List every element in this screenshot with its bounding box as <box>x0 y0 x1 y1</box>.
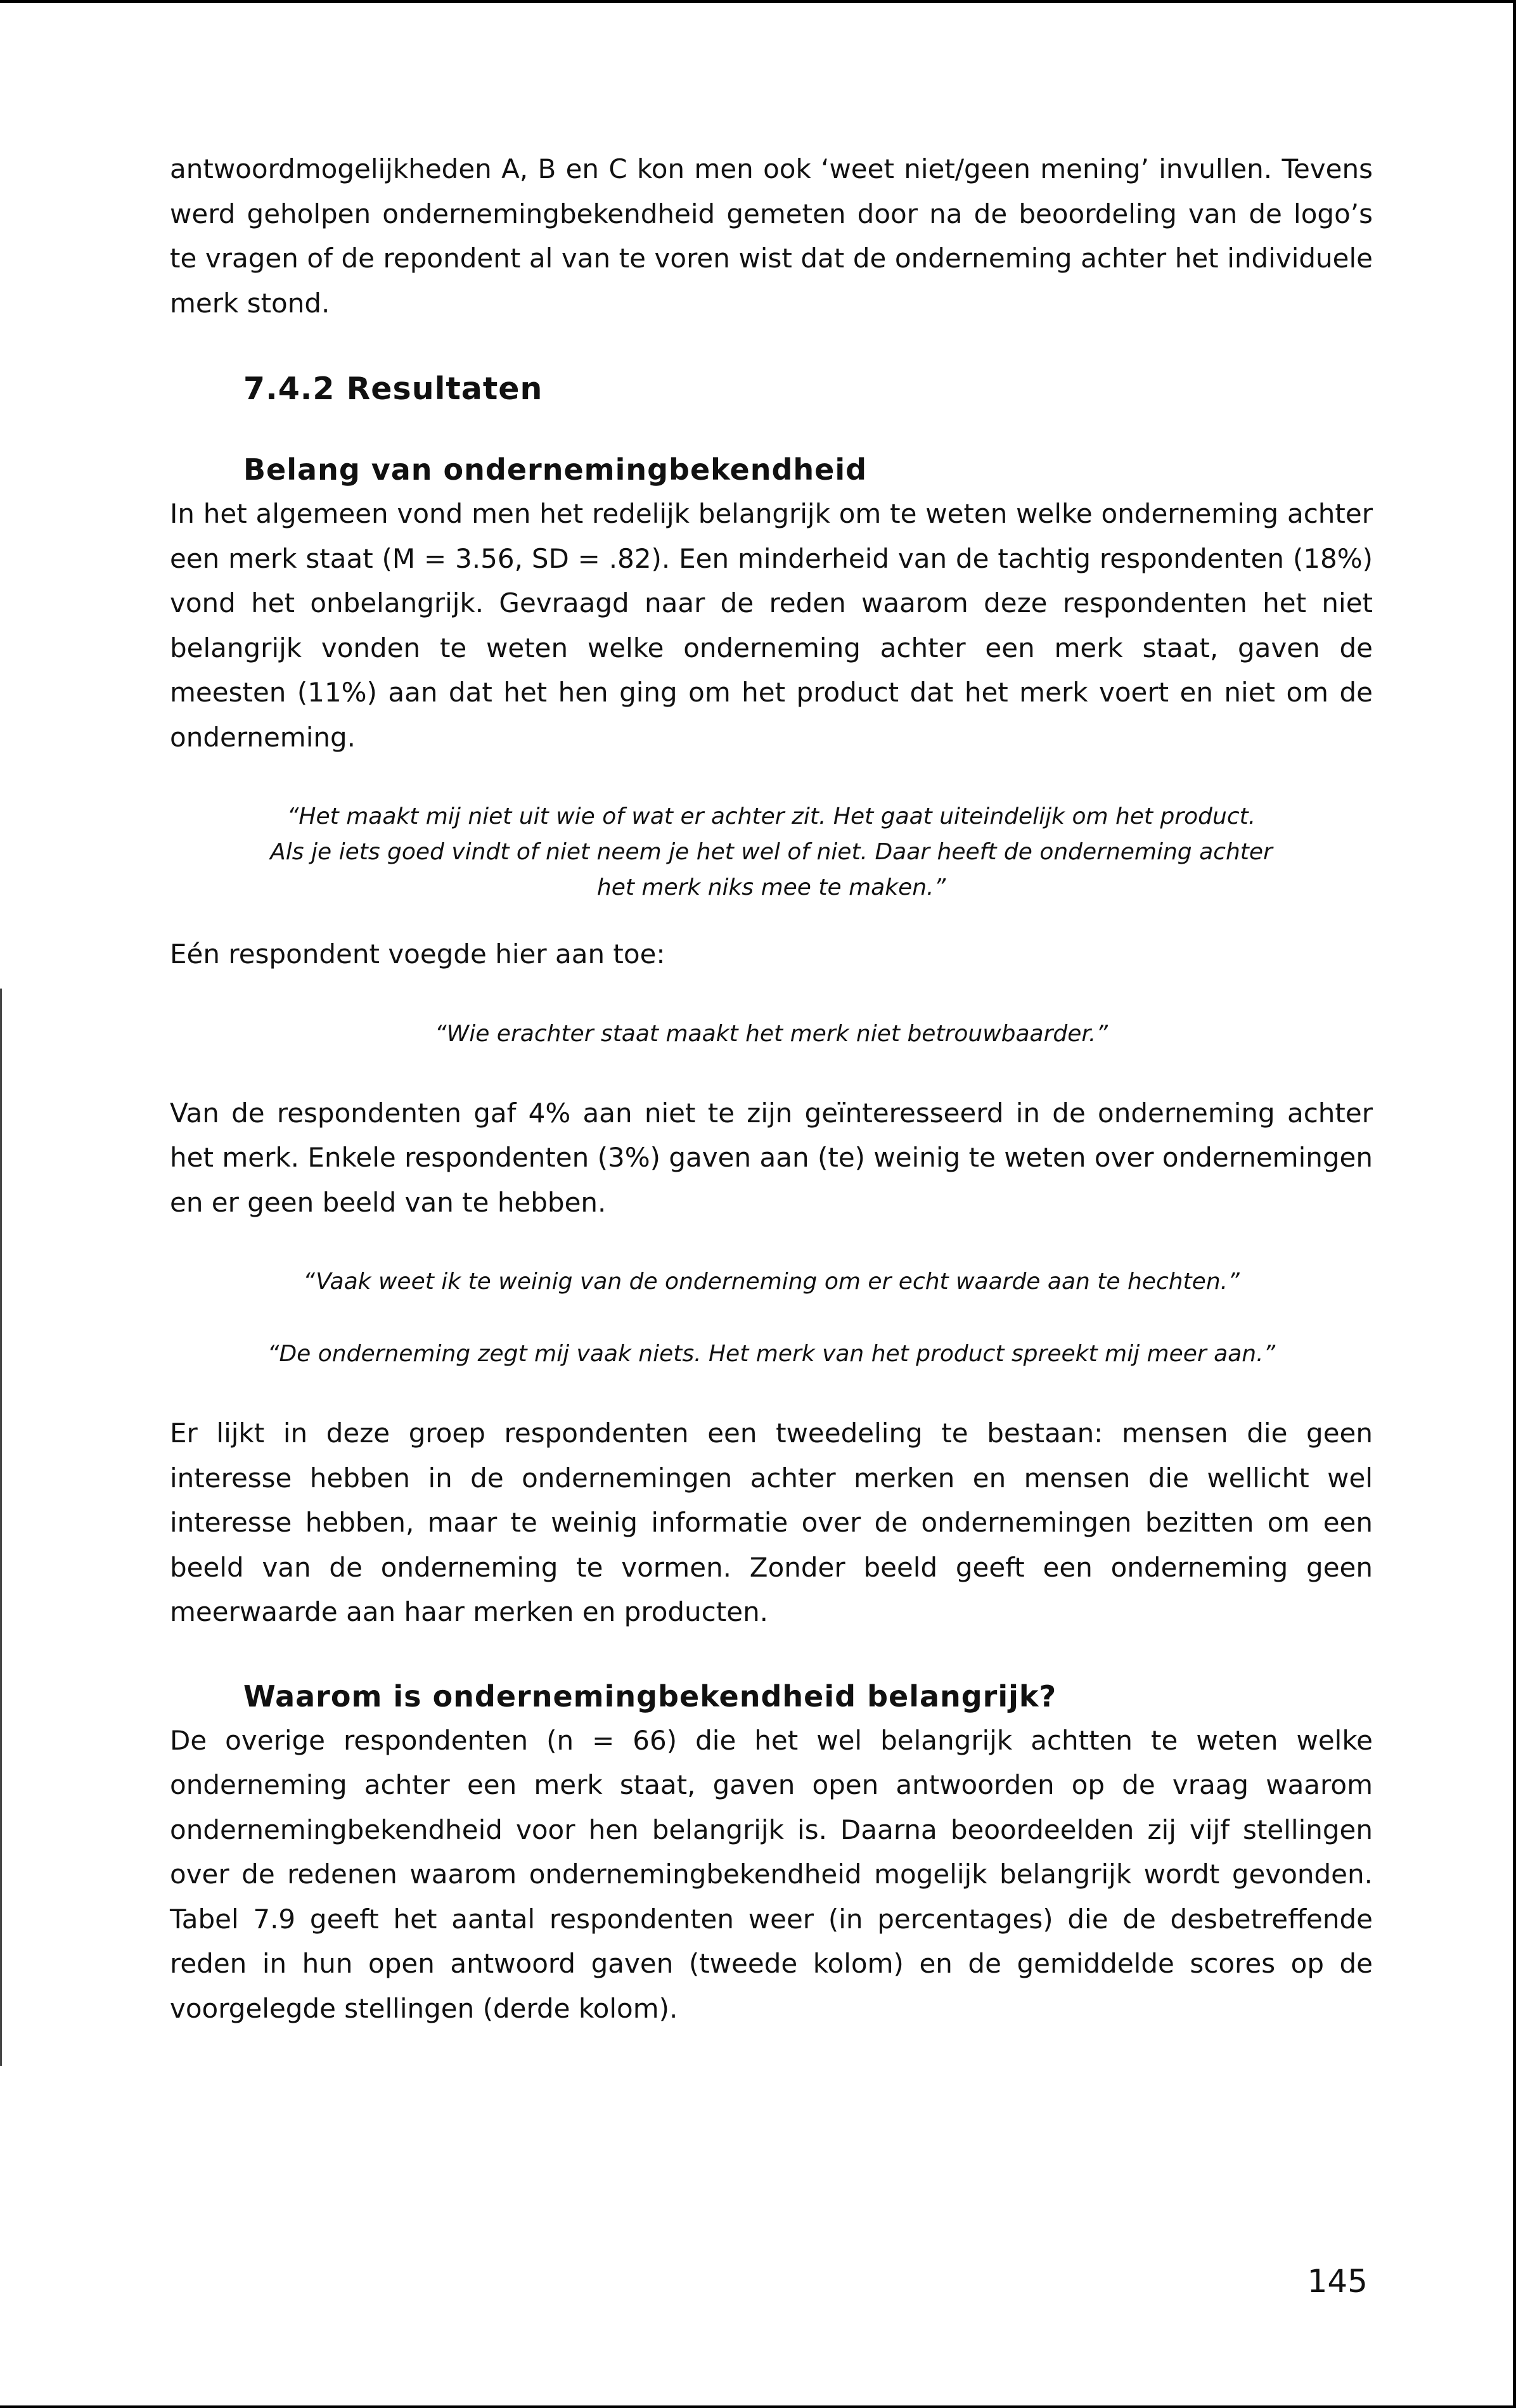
respondent-line: Eén respondent voegde hier aan toe: <box>170 938 665 970</box>
belang-paragraph-2: Van de respondenten gaf 4% aan niet te zijn geïnteresseerd in de onderneming achter het merk. Enkele respondenten (3%) gaven aan (te) weinig te weten over ondernemingen en er geen beeld van te hebben. <box>170 1097 1373 1218</box>
belang-paragraph: In het algemeen vond men het redelijk belangrijk om te weten welke onderneming achter een merk staat (M = 3.56, SD = .82). Een minderheid van de tachtig respondenten (18%) vond het onbelangrijk. Gevraagd naar de reden waarom deze respondenten het niet belangrijk vonden te weten welke onderneming achter een merk staat, gaven de meesten (11%) aan dat het hen ging om het product dat het merk voert en niet om de onderneming. <box>170 498 1373 753</box>
scan-edge-right <box>1513 0 1516 2408</box>
quote-1-line-3: het merk niks mee te maken.” <box>596 874 946 900</box>
quote-1 <box>170 799 1373 906</box>
scan-edge-top <box>0 0 1516 3</box>
quote-4: “De onderneming zegt mij vaak niets. Het merk van het product spreekt mij meer aan.” <box>267 1341 1276 1367</box>
subheading-waarom: Waarom is ondernemingbekendheid belangrijk? <box>243 1679 1057 1713</box>
subheading-belang: Belang van ondernemingbekendheid <box>243 452 868 487</box>
quote-3: “Vaak weet ik te weinig van de onderneming om er echt waarde aan te hechten.” <box>303 1269 1240 1295</box>
scan-edge-left <box>0 989 2 2066</box>
intro-paragraph: antwoordmogelijkheden A, B en C kon men ook ‘weet niet/geen mening’ invullen. Tevens werd geholpen ondernemingbekendheid gemeten door na de beoordeling van de logo’s te vragen of de repondent al van te voren wist dat de onderneming achter het individuele merk stond. <box>170 153 1373 319</box>
waarom-paragraph: De overige respondenten (n = 66) die het wel belangrijk achtten te weten welke onderneming achter een merk staat, gaven open antwoorden op de vraag waarom ondernemingbekendheid voor hen belangrijk is. Daarna beoordeelden zij vijf stellingen over de redenen waarom ondernemingbekendheid mogelijk belangrijk wordt gevonden. Tabel 7.9 geeft het aantal respondenten weer (in percentages) die de desbetreffende reden in hun open antwoord gaven (tweede kolom) en de gemiddelde scores op de voorgelegde stellingen (derde kolom). <box>170 1724 1373 2024</box>
quote-1-line-2: Als je iets goed vindt of niet neem je het wel of niet. Daar heeft de onderneming achter <box>270 839 1273 865</box>
page-content <box>170 147 1373 2031</box>
scan-edge-bottom <box>0 2405 1516 2408</box>
section-heading: 7.4.2 Resultaten <box>243 371 543 407</box>
belang-paragraph-3: Er lijkt in deze groep respondenten een tweedeling te bestaan: mensen die geen interesse hebben in de ondernemingen achter merken en mensen die wellicht wel interesse hebben, maar te weinig informatie over de ondernemingen bezitten om een beeld van de onderneming te vormen. Zonder beeld geeft een onderneming geen meerwaarde aan haar merken en producten. <box>170 1418 1373 1627</box>
page-number: 145 <box>1307 2263 1368 2300</box>
quote-2: “Wie erachter staat maakt het merk niet betrouwbaarder.” <box>434 1020 1108 1047</box>
quote-1-line-1: “Het maakt mij niet uit wie of wat er achter zit. Het gaat uiteindelijk om het product. <box>286 804 1256 829</box>
